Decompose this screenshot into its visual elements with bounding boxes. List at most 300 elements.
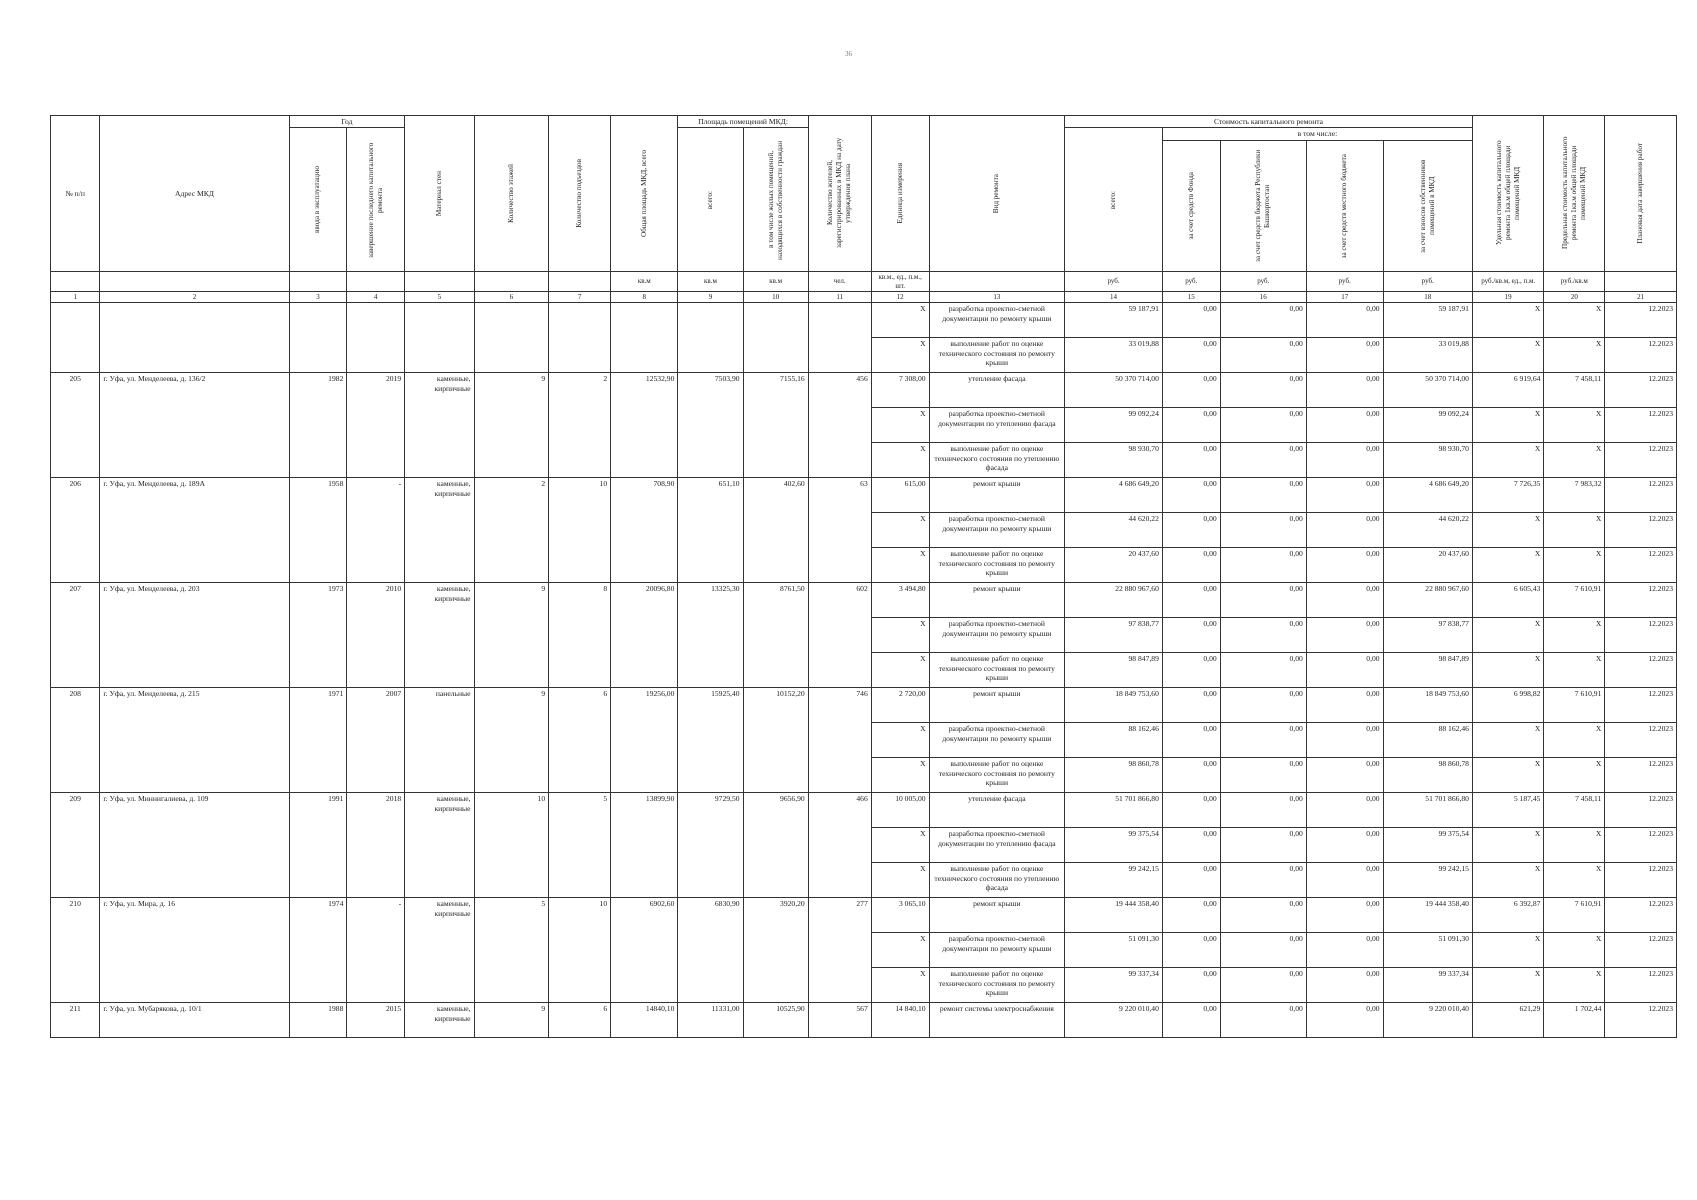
cost-owners: 20 437,60 xyxy=(1383,548,1472,583)
specific-cost: X xyxy=(1472,513,1543,548)
specific-cost: 6 392,87 xyxy=(1472,898,1543,933)
unit-cell: руб. xyxy=(1220,271,1306,292)
cost-local: 0,00 xyxy=(1306,1003,1383,1038)
cost-owners: 33 019,88 xyxy=(1383,338,1472,373)
empty-cell xyxy=(678,303,743,373)
unit-cell xyxy=(405,271,474,292)
work-type: разработка проектно-сметной документации по утеплению фасада xyxy=(929,408,1065,443)
cost-local: 0,00 xyxy=(1306,793,1383,828)
address: г. Уфа, ул. Мира, д. 16 xyxy=(100,898,289,1003)
specific-cost: X xyxy=(1472,548,1543,583)
table-row xyxy=(51,898,1677,933)
residents: 567 xyxy=(808,1003,871,1038)
address: г. Уфа, ул. Миннигалиева, д. 109 xyxy=(100,793,289,898)
cost-owners: 98 930,70 xyxy=(1383,443,1472,478)
row-number: 209 xyxy=(51,793,100,898)
planned-date: 12.2023 xyxy=(1605,688,1677,723)
unit-cell xyxy=(549,271,611,292)
empty-cell xyxy=(289,303,347,373)
limit-cost: X xyxy=(1544,548,1605,583)
unit-value: X xyxy=(871,513,929,548)
unit-cell: кв.м., ед., п.м., шт. xyxy=(871,271,929,292)
planned-date: 12.2023 xyxy=(1605,443,1677,478)
specific-cost: X xyxy=(1472,653,1543,688)
header-cost-owners: за счет взносов собственников помещений в МКД xyxy=(1383,140,1472,271)
empty-cell xyxy=(549,303,611,373)
cost-owners: 50 370 714,00 xyxy=(1383,373,1472,408)
page-number: 36 xyxy=(845,50,852,58)
last-repair: 2018 xyxy=(347,793,405,898)
planned-date: 12.2023 xyxy=(1605,828,1677,863)
specific-cost: 621,29 xyxy=(1472,1003,1543,1038)
cost-total: 18 849 753,60 xyxy=(1065,688,1163,723)
header-cost-fund: за счет средств Фонда xyxy=(1162,140,1220,271)
specific-cost: X xyxy=(1472,303,1543,338)
cost-total: 99 242,15 xyxy=(1065,863,1163,898)
cost-total: 4 686 649,20 xyxy=(1065,478,1163,513)
column-number: 3 xyxy=(289,292,347,303)
header-incl-group: в том числе: xyxy=(1162,128,1472,140)
specific-cost: X xyxy=(1472,758,1543,793)
cost-rb: 0,00 xyxy=(1220,723,1306,758)
limit-cost: 7 610,91 xyxy=(1544,583,1605,618)
limit-cost: X xyxy=(1544,863,1605,898)
cost-fund: 0,00 xyxy=(1162,723,1220,758)
column-number: 12 xyxy=(871,292,929,303)
specific-cost: X xyxy=(1472,408,1543,443)
column-number: 18 xyxy=(1383,292,1472,303)
unit-value: 615,00 xyxy=(871,478,929,513)
cost-local: 0,00 xyxy=(1306,513,1383,548)
cost-fund: 0,00 xyxy=(1162,618,1220,653)
cost-total: 51 091,30 xyxy=(1065,933,1163,968)
cost-rb: 0,00 xyxy=(1220,338,1306,373)
cost-fund: 0,00 xyxy=(1162,793,1220,828)
entrances: 6 xyxy=(549,688,611,793)
cost-rb: 0,00 xyxy=(1220,863,1306,898)
header-floors: Количество этажей xyxy=(474,116,549,272)
header-year-built: ввода в эксплуатацию xyxy=(289,128,347,271)
empty-cell xyxy=(808,303,871,373)
cost-owners: 97 838,77 xyxy=(1383,618,1472,653)
area-rooms: 11331,00 xyxy=(678,1003,743,1038)
specific-cost: X xyxy=(1472,863,1543,898)
column-number: 16 xyxy=(1220,292,1306,303)
table-row xyxy=(51,478,1677,513)
column-number: 17 xyxy=(1306,292,1383,303)
cost-rb: 0,00 xyxy=(1220,443,1306,478)
column-number: 20 xyxy=(1544,292,1605,303)
year-built: 1988 xyxy=(289,1003,347,1038)
floors: 9 xyxy=(474,583,549,688)
unit-cell: руб. xyxy=(1383,271,1472,292)
cost-total: 51 701 866,80 xyxy=(1065,793,1163,828)
cost-owners: 99 375,54 xyxy=(1383,828,1472,863)
planned-date: 12.2023 xyxy=(1605,338,1677,373)
column-number: 15 xyxy=(1162,292,1220,303)
residents: 277 xyxy=(808,898,871,1003)
cost-owners: 4 686 649,20 xyxy=(1383,478,1472,513)
unit-value: 7 308,00 xyxy=(871,373,929,408)
unit-value: 14 840,10 xyxy=(871,1003,929,1038)
last-repair: 2010 xyxy=(347,583,405,688)
planned-date: 12.2023 xyxy=(1605,513,1677,548)
wall-material: каменные, кирпичные xyxy=(405,478,474,583)
work-type: выполнение работ по оценке технического состояния по ремонту крыши xyxy=(929,338,1065,373)
table-row xyxy=(51,583,1677,618)
table-header xyxy=(51,116,1677,292)
row-number: 206 xyxy=(51,478,100,583)
unit-value: 3 065,10 xyxy=(871,898,929,933)
cost-local: 0,00 xyxy=(1306,408,1383,443)
planned-date: 12.2023 xyxy=(1605,303,1677,338)
cost-total: 99 337,34 xyxy=(1065,968,1163,1003)
residents: 456 xyxy=(808,373,871,478)
entrances: 2 xyxy=(549,373,611,478)
unit-cell: руб. xyxy=(1306,271,1383,292)
limit-cost: 7 458,11 xyxy=(1544,793,1605,828)
work-type: ремонт крыши xyxy=(929,688,1065,723)
header-cost-rb: за счет средств бюджета Республики Башкортостан xyxy=(1220,140,1306,271)
area-total: 12532,90 xyxy=(611,373,678,478)
column-number: 13 xyxy=(929,292,1065,303)
residents: 466 xyxy=(808,793,871,898)
table-row xyxy=(51,373,1677,408)
cost-fund: 0,00 xyxy=(1162,338,1220,373)
cost-local: 0,00 xyxy=(1306,898,1383,933)
cost-local: 0,00 xyxy=(1306,653,1383,688)
limit-cost: X xyxy=(1544,828,1605,863)
cost-owners: 98 847,89 xyxy=(1383,653,1472,688)
wall-material: каменные, кирпичные xyxy=(405,583,474,688)
limit-cost: 7 610,91 xyxy=(1544,898,1605,933)
header-area-group: Площадь помещений МКД: xyxy=(678,116,808,128)
year-built: 1991 xyxy=(289,793,347,898)
limit-cost: X xyxy=(1544,513,1605,548)
wall-material: каменные, кирпичные xyxy=(405,793,474,898)
specific-cost: 6 919,64 xyxy=(1472,373,1543,408)
header-address: Адрес МКД xyxy=(100,116,289,272)
column-number: 14 xyxy=(1065,292,1163,303)
cost-rb: 0,00 xyxy=(1220,688,1306,723)
residents: 602 xyxy=(808,583,871,688)
cost-local: 0,00 xyxy=(1306,478,1383,513)
cost-total: 19 444 358,40 xyxy=(1065,898,1163,933)
last-repair: 2007 xyxy=(347,688,405,793)
cost-owners: 51 701 866,80 xyxy=(1383,793,1472,828)
area-rooms: 15925,40 xyxy=(678,688,743,793)
work-type: выполнение работ по оценке технического состояния по ремонту крыши xyxy=(929,653,1065,688)
unit-cell xyxy=(100,271,289,292)
row-number: 205 xyxy=(51,373,100,478)
last-repair: 2015 xyxy=(347,1003,405,1038)
planned-date: 12.2023 xyxy=(1605,723,1677,758)
unit-value: X xyxy=(871,723,929,758)
cost-fund: 0,00 xyxy=(1162,373,1220,408)
empty-cell xyxy=(100,303,289,373)
limit-cost: X xyxy=(1544,758,1605,793)
cost-local: 0,00 xyxy=(1306,373,1383,408)
unit-cell: кв.м xyxy=(743,271,808,292)
limit-cost: 1 702,44 xyxy=(1544,1003,1605,1038)
area-total: 14840,10 xyxy=(611,1003,678,1038)
wall-material: каменные, кирпичные xyxy=(405,373,474,478)
cost-fund: 0,00 xyxy=(1162,443,1220,478)
row-number: 211 xyxy=(51,1003,100,1038)
entrances: 8 xyxy=(549,583,611,688)
column-number: 8 xyxy=(611,292,678,303)
unit-value: X xyxy=(871,408,929,443)
limit-cost: X xyxy=(1544,303,1605,338)
unit-cell xyxy=(347,271,405,292)
cost-total: 99 375,54 xyxy=(1065,828,1163,863)
cost-local: 0,00 xyxy=(1306,863,1383,898)
cost-rb: 0,00 xyxy=(1220,828,1306,863)
column-number: 7 xyxy=(549,292,611,303)
cost-fund: 0,00 xyxy=(1162,653,1220,688)
planned-date: 12.2023 xyxy=(1605,933,1677,968)
work-type: утепление фасада xyxy=(929,373,1065,408)
cost-local: 0,00 xyxy=(1306,933,1383,968)
unit-value: 2 720,00 xyxy=(871,688,929,723)
planned-date: 12.2023 xyxy=(1605,373,1677,408)
cost-local: 0,00 xyxy=(1306,338,1383,373)
residents: 746 xyxy=(808,688,871,793)
year-built: 1971 xyxy=(289,688,347,793)
header-area-total: Общая площадь МКД, всего xyxy=(611,116,678,272)
header-planned-date: Плановая дата завершения работ xyxy=(1605,116,1677,272)
work-type: ремонт крыши xyxy=(929,898,1065,933)
column-number: 21 xyxy=(1605,292,1677,303)
cost-local: 0,00 xyxy=(1306,723,1383,758)
specific-cost: X xyxy=(1472,618,1543,653)
cost-owners: 9 220 010,40 xyxy=(1383,1003,1472,1038)
work-type: разработка проектно-сметной документации по ремонту крыши xyxy=(929,303,1065,338)
work-type: разработка проектно-сметной документации по утеплению фасада xyxy=(929,828,1065,863)
cost-rb: 0,00 xyxy=(1220,478,1306,513)
planned-date: 12.2023 xyxy=(1605,618,1677,653)
header-specific-cost: Удельная стоимость капитального ремонта 1кв.м общей площади помещений МКД xyxy=(1472,116,1543,272)
specific-cost: 6 998,82 xyxy=(1472,688,1543,723)
area-living: 9656,90 xyxy=(743,793,808,898)
specific-cost: 7 726,35 xyxy=(1472,478,1543,513)
address: г. Уфа, ул. Менделеева, д. 215 xyxy=(100,688,289,793)
cost-rb: 0,00 xyxy=(1220,653,1306,688)
cost-owners: 99 242,15 xyxy=(1383,863,1472,898)
area-living: 8761,50 xyxy=(743,583,808,688)
cost-total: 50 370 714,00 xyxy=(1065,373,1163,408)
entrances: 5 xyxy=(549,793,611,898)
specific-cost: X xyxy=(1472,828,1543,863)
unit-value: X xyxy=(871,443,929,478)
specific-cost: X xyxy=(1472,338,1543,373)
year-built: 1974 xyxy=(289,898,347,1003)
cost-fund: 0,00 xyxy=(1162,758,1220,793)
cost-owners: 44 620,22 xyxy=(1383,513,1472,548)
work-type: разработка проектно-сметной документации по ремонту крыши xyxy=(929,723,1065,758)
last-repair: - xyxy=(347,898,405,1003)
cost-fund: 0,00 xyxy=(1162,828,1220,863)
planned-date: 12.2023 xyxy=(1605,793,1677,828)
floors: 5 xyxy=(474,898,549,1003)
unit-cell xyxy=(474,271,549,292)
specific-cost: X xyxy=(1472,723,1543,758)
limit-cost: X xyxy=(1544,443,1605,478)
area-rooms: 13325,30 xyxy=(678,583,743,688)
last-repair: 2019 xyxy=(347,373,405,478)
empty-cell xyxy=(51,303,100,373)
year-built: 1958 xyxy=(289,478,347,583)
planned-date: 12.2023 xyxy=(1605,968,1677,1003)
header-last-repair: завершение последнего капитального ремонта xyxy=(347,128,405,271)
table-row xyxy=(51,688,1677,723)
work-type: выполнение работ по оценке технического состояния по утеплению фасада xyxy=(929,863,1065,898)
limit-cost: X xyxy=(1544,338,1605,373)
area-total: 13899,90 xyxy=(611,793,678,898)
cost-rb: 0,00 xyxy=(1220,373,1306,408)
cost-local: 0,00 xyxy=(1306,548,1383,583)
cost-fund: 0,00 xyxy=(1162,933,1220,968)
cost-total: 98 930,70 xyxy=(1065,443,1163,478)
specific-cost: 6 605,43 xyxy=(1472,583,1543,618)
planned-date: 12.2023 xyxy=(1605,758,1677,793)
cost-owners: 19 444 358,40 xyxy=(1383,898,1472,933)
wall-material: панельные xyxy=(405,688,474,793)
limit-cost: X xyxy=(1544,968,1605,1003)
unit-value: X xyxy=(871,303,929,338)
planned-date: 12.2023 xyxy=(1605,583,1677,618)
floors: 9 xyxy=(474,1003,549,1038)
unit-cell xyxy=(929,271,1065,292)
area-rooms: 9729,50 xyxy=(678,793,743,898)
work-type: утепление фасада xyxy=(929,793,1065,828)
header-no: № п/п xyxy=(51,116,100,272)
work-type: выполнение работ по оценке технического состояния по ремонту крыши xyxy=(929,968,1065,1003)
area-rooms: 7503,90 xyxy=(678,373,743,478)
limit-cost: X xyxy=(1544,408,1605,443)
cost-owners: 99 337,34 xyxy=(1383,968,1472,1003)
table-row xyxy=(51,303,1677,338)
repair-register-table xyxy=(50,115,1677,1038)
planned-date: 12.2023 xyxy=(1605,653,1677,688)
cost-fund: 0,00 xyxy=(1162,898,1220,933)
entrances: 10 xyxy=(549,478,611,583)
year-built: 1973 xyxy=(289,583,347,688)
unit-cell: руб. xyxy=(1162,271,1220,292)
row-number: 210 xyxy=(51,898,100,1003)
limit-cost: 7 610,91 xyxy=(1544,688,1605,723)
specific-cost: X xyxy=(1472,933,1543,968)
header-walls: Материал стен xyxy=(405,116,474,272)
header-work-type: Вид ремонта xyxy=(929,116,1065,272)
unit-cell: кв.м xyxy=(611,271,678,292)
cost-local: 0,00 xyxy=(1306,758,1383,793)
column-number: 1 xyxy=(51,292,100,303)
cost-rb: 0,00 xyxy=(1220,583,1306,618)
work-type: ремонт крыши xyxy=(929,478,1065,513)
planned-date: 12.2023 xyxy=(1605,478,1677,513)
cost-total: 22 880 967,60 xyxy=(1065,583,1163,618)
empty-cell xyxy=(743,303,808,373)
planned-date: 12.2023 xyxy=(1605,408,1677,443)
cost-fund: 0,00 xyxy=(1162,1003,1220,1038)
cost-local: 0,00 xyxy=(1306,583,1383,618)
cost-rb: 0,00 xyxy=(1220,758,1306,793)
limit-cost: 7 458,11 xyxy=(1544,373,1605,408)
cost-rb: 0,00 xyxy=(1220,793,1306,828)
header-residents: Количество жителей, зарегистрированных в МКД на дату утверждения плана xyxy=(808,116,871,272)
limit-cost: X xyxy=(1544,653,1605,688)
unit-value: X xyxy=(871,828,929,863)
unit-value: 3 494,80 xyxy=(871,583,929,618)
planned-date: 12.2023 xyxy=(1605,548,1677,583)
area-living: 10152,20 xyxy=(743,688,808,793)
cost-local: 0,00 xyxy=(1306,443,1383,478)
limit-cost: X xyxy=(1544,933,1605,968)
unit-value: X xyxy=(871,338,929,373)
residents: 63 xyxy=(808,478,871,583)
area-total: 20096,80 xyxy=(611,583,678,688)
floors: 10 xyxy=(474,793,549,898)
empty-cell xyxy=(405,303,474,373)
area-living: 7155,16 xyxy=(743,373,808,478)
work-type: выполнение работ по оценке технического состояния по ремонту крыши xyxy=(929,548,1065,583)
planned-date: 12.2023 xyxy=(1605,898,1677,933)
cost-owners: 98 860,78 xyxy=(1383,758,1472,793)
cost-rb: 0,00 xyxy=(1220,898,1306,933)
cost-total: 9 220 010,40 xyxy=(1065,1003,1163,1038)
work-type: разработка проектно-сметной документации по ремонту крыши xyxy=(929,513,1065,548)
cost-fund: 0,00 xyxy=(1162,688,1220,723)
cost-total: 20 437,60 xyxy=(1065,548,1163,583)
empty-cell xyxy=(347,303,405,373)
unit-cell xyxy=(1605,271,1677,292)
work-type: разработка проектно-сметной документации по ремонту крыши xyxy=(929,933,1065,968)
row-number: 208 xyxy=(51,688,100,793)
cost-local: 0,00 xyxy=(1306,618,1383,653)
address: г. Уфа, ул. Менделеева, д. 136/2 xyxy=(100,373,289,478)
column-number: 2 xyxy=(100,292,289,303)
column-number: 11 xyxy=(808,292,871,303)
header-unit: Единица измерения xyxy=(871,116,929,272)
table-row xyxy=(51,1003,1677,1038)
cost-rb: 0,00 xyxy=(1220,618,1306,653)
cost-total: 44 620,22 xyxy=(1065,513,1163,548)
column-number: 6 xyxy=(474,292,549,303)
unit-cell xyxy=(51,271,100,292)
cost-owners: 51 091,30 xyxy=(1383,933,1472,968)
limit-cost: 7 983,32 xyxy=(1544,478,1605,513)
area-rooms: 651,10 xyxy=(678,478,743,583)
cost-rb: 0,00 xyxy=(1220,933,1306,968)
header-area-living: в том числе жилых помещений, находящихся в собственности граждан xyxy=(743,128,808,271)
work-type: ремонт крыши xyxy=(929,583,1065,618)
unit-value: X xyxy=(871,968,929,1003)
unit-value: X xyxy=(871,653,929,688)
address: г. Уфа, ул. Менделеева, д. 203 xyxy=(100,583,289,688)
empty-cell xyxy=(474,303,549,373)
column-number: 4 xyxy=(347,292,405,303)
cost-total: 88 162,46 xyxy=(1065,723,1163,758)
column-number-row xyxy=(51,292,1677,303)
entrances: 10 xyxy=(549,898,611,1003)
header-cost-total: всего: xyxy=(1065,128,1163,271)
area-living: 402,60 xyxy=(743,478,808,583)
cost-local: 0,00 xyxy=(1306,828,1383,863)
empty-cell xyxy=(611,303,678,373)
cost-rb: 0,00 xyxy=(1220,408,1306,443)
table-body xyxy=(51,292,1677,1038)
